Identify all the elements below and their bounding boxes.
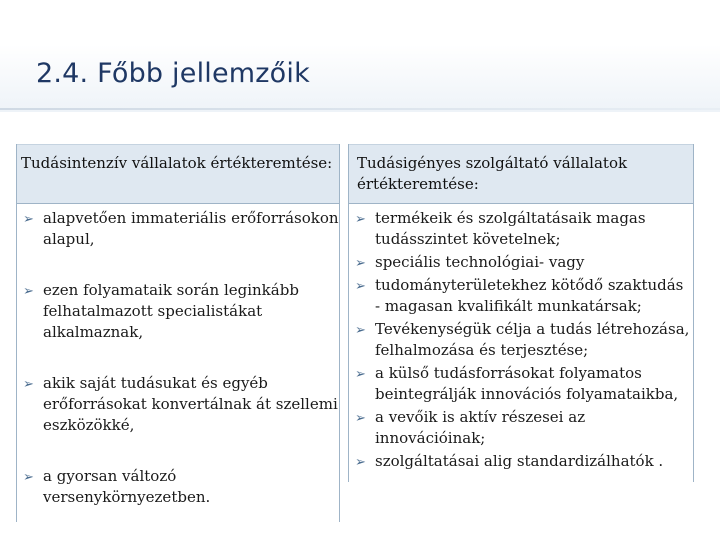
list-item [349, 407, 693, 449]
list-item [349, 319, 693, 361]
list-item [349, 451, 693, 472]
bullet-arrow-icon: ➢ [355, 455, 366, 470]
bullet-arrow-icon: ➢ [355, 367, 366, 382]
bullet-arrow-icon: ➢ [355, 279, 366, 294]
list-item-text: speciális technológiai- vagy [375, 253, 585, 271]
bullet-arrow-icon: ➢ [23, 470, 34, 485]
list-item-text: a gyorsan változó versenykörnyezetben. [43, 467, 211, 506]
list-item [17, 373, 339, 436]
list-item-text: tudományterületekhez kötődő szaktudás - magasan kvalifikált munkatársak; [375, 276, 684, 315]
list-item [349, 208, 693, 250]
bullet-arrow-icon: ➢ [355, 411, 366, 426]
list-item-text: termékeik és szolgáltatásaik magas tudásszintet követelnek; [375, 209, 646, 248]
list-item [349, 275, 693, 317]
list-item-text: alapvetően immateriális erőforrásokon alapul, [43, 209, 339, 248]
list-item-text: akik saját tudásukat és egyéb erőforrásokat konvertálnak át szellemi eszközökké, [43, 374, 338, 434]
left-item-list [17, 204, 339, 508]
list-item [17, 466, 339, 508]
bullet-arrow-icon: ➢ [355, 212, 366, 227]
list-item [17, 208, 339, 250]
list-item-text: a vevőik is aktív részesei az innovációinak; [375, 408, 586, 447]
list-item [349, 252, 693, 273]
right-item-list [349, 204, 693, 472]
list-item-text: Tevékenységük célja a tudás létrehozása, felhalmozása és terjesztése; [375, 320, 690, 359]
list-item-text: szolgáltatásai alig standardizálhatók . [375, 452, 664, 470]
bullet-arrow-icon: ➢ [355, 256, 366, 271]
list-item-text: ezen folyamataik során leginkább felhatalmazott specialistákat alkalmaznak, [43, 281, 299, 341]
right-column [348, 144, 694, 482]
list-item [349, 363, 693, 405]
bullet-arrow-icon: ➢ [23, 377, 34, 392]
title-divider [0, 108, 720, 110]
slide-title: 2.4. Főbb jellemzőik [36, 58, 310, 89]
bullet-arrow-icon: ➢ [355, 323, 366, 338]
left-column-heading: Tudásintenzív vállalatok értékteremtése: [17, 144, 339, 204]
left-column [16, 144, 340, 522]
right-column-heading: Tudásigényes szolgáltató vállalatok értékteremtése: [349, 144, 693, 204]
bullet-arrow-icon: ➢ [23, 212, 34, 227]
title-band [0, 0, 720, 112]
list-item [17, 280, 339, 343]
bullet-arrow-icon: ➢ [23, 284, 34, 299]
list-item-text: a külső tudásforrásokat folyamatos beintegrálják innovációs folyamataikba, [375, 364, 679, 403]
